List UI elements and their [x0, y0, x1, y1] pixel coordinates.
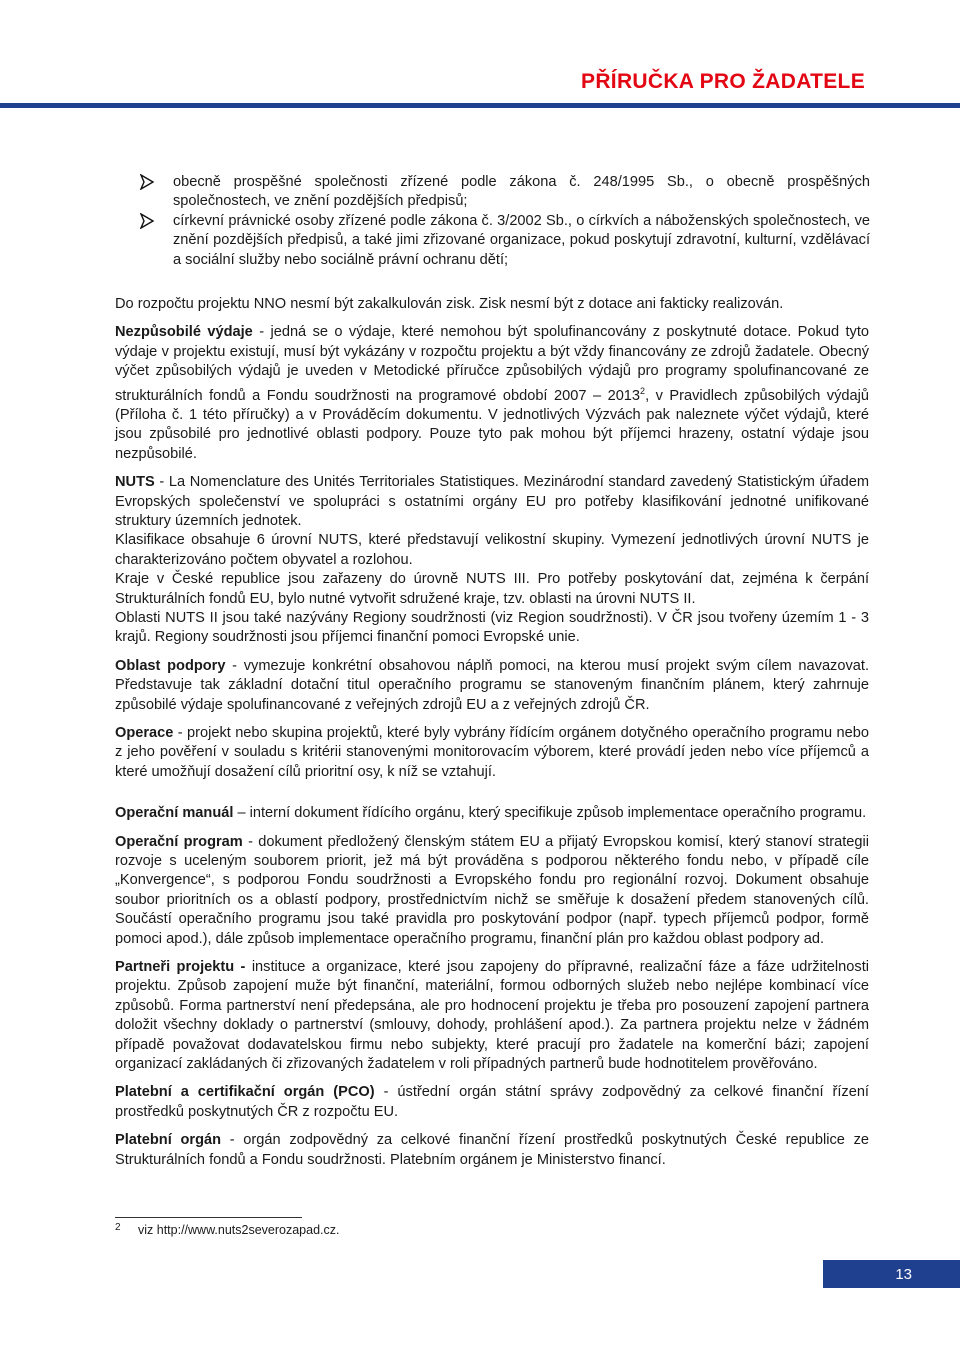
definition-pco — [115, 1083, 869, 1122]
page-number: 13 — [895, 1265, 912, 1283]
main-content — [115, 295, 869, 1179]
term: Platební orgán — [115, 1132, 222, 1149]
list-item-text: církevní právnické osoby zřízené podle zákona č. 3/2002 Sb., o církvích a náboženských společnostech, ve znění pozdějších předpisů, a také jimi zřizované organizace, pokud poskytují zdravotní, kulturní, vzdělávací a sociální služby nebo sociálně právní ochranu dětí; — [173, 212, 870, 268]
arrow-bullet-icon — [140, 213, 154, 229]
term: Oblast podpory — [115, 657, 226, 674]
term: Partneři projektu - — [115, 959, 246, 976]
page-header-title: PŘÍRUČKA PRO ŽADATELE — [581, 70, 865, 93]
definition-text: - La Nomenclature des Unités Territoriales Statistiques. Mezinárodní standard zavedený Statistickým úřadem Evropských společenství ve spolupráci s ostatními orgány EU pro potřeby klasifikování jednotné unifikované struktury územních jednotek. — [115, 474, 869, 529]
definition-partneri-projektu — [115, 958, 869, 1074]
paragraph-nuts-3: Kraje v České republice jsou zařazeny do úrovně NUTS III. Pro potřeby poskytování dat, zejména k čerpání Strukturálních fondů EU, bylo nutné vytvořit sdružené kraje, tzv. oblasti na úrovni NUTS II. — [115, 571, 869, 607]
definition-text: instituce a organizace, které jsou zapojeny do přípravné, realizační fáze a fáze udržitelnosti projektu. Způsob zapojení muže být finanční, materiální, formou odborných služeb nebo nejlépe kombinací více způsobů. Forma partnerství není předepsána, ale pro hodnocení projektu je třeba pro posouzení zapojení partnera doložit všechny doklady o partnerství (smlouvy, dohody, prohlášení apod.). Za partnera projektu nelze v žádném případě považovat dodavatelskou firmu nebo subjekty, které pracují pro žadatele na komerční bázi; zapojení organizací zakládaných či zřizovaných žadatelem v roli případných partnerů bude hodnotitelem prověřováno. — [115, 959, 869, 1073]
paragraph-nno: Do rozpočtu projektu NNO nesmí být zakalkulován zisk. Zisk nesmí být z dotace ani fakticky realizován. — [115, 296, 784, 312]
definition-nezpusobile-vydaje — [115, 323, 869, 464]
list-item — [140, 212, 870, 270]
term: Nezpůsobilé výdaje — [115, 324, 253, 341]
definition-platebni-organ — [115, 1131, 869, 1170]
list-item — [140, 173, 870, 212]
definition-text: - projekt nebo skupina projektů, které byly vybrány řídícím orgánem dotyčného operačního programu nebo z jeho pověření v souladu s kritérii stanovenými monitorovacím výborem, které provádí jeden nebo více příjemců a které umožňují dosažení cílů prioritní osy, k níž se vztahují. — [115, 724, 869, 780]
term: Operační program — [115, 833, 243, 850]
term: Operační manuál — [115, 805, 234, 822]
term: Operace — [115, 724, 174, 741]
footnote — [115, 1222, 869, 1238]
term: Platební a certifikační orgán (PCO) — [115, 1084, 375, 1101]
term: NUTS — [115, 474, 155, 491]
definition-operacni-program — [115, 833, 869, 949]
definition-text: – interní dokument řídícího orgánu, který specifikuje způsob implementace operačního programu. — [233, 805, 867, 822]
paragraph-nuts-4: Oblasti NUTS II jsou také nazývány Regiony soudržnosti (viz Region soudržnosti). V ČR jsou tvořeny územím 1 - 3 krajů. Regiony soudržnosti jsou příjemci finanční pomoci Evropské unie. — [115, 609, 869, 646]
arrow-bullet-icon — [140, 174, 154, 190]
page-number-box — [823, 1260, 960, 1288]
footnote-reference: 2 — [640, 385, 646, 396]
definition-nuts — [115, 473, 869, 531]
header-rule — [0, 103, 960, 108]
footnote-text: viz http://www.nuts2severozapad.cz. — [138, 1223, 340, 1237]
definition-text: - ústřední orgán státní správy zodpovědný za celkové finanční řízení prostředků poskytnutých ČR z rozpočtu EU. — [115, 1084, 869, 1120]
bullet-list — [140, 173, 870, 270]
definition-text: - vymezuje konkrétní obsahovou náplň pomoci, na kterou musí projekt svým cílem navazovat. Představuje tak základní dotační titul operačního programu se stanoveným finančním plánem, který zahrnuje způsobilé výdaje spolufinancované z veřejných zdrojů EU a z veřejných zdrojů ČR. — [115, 657, 869, 713]
list-item-text: obecně prospěšné společnosti zřízené podle zákona č. 248/1995 Sb., o obecně prospěšných společnostech, ve znění pozdějších předpisů; — [173, 174, 870, 210]
definition-text: - jedná se o výdaje, které nemohou být spolufinancovány z poskytnuté dotace. Pokud tyto výdaje v projektu existují, musí být vykázány v rozpočtu projektu a být vždy financovány ze zdrojů žadatele. Obecný výčet způsobilých výdajů je uveden v Metodické příručce způsobilých výdajů pro programy spolufinancované ze strukturálních fondů a Fondu soudržnosti na programové období 2007 – 2013 — [115, 324, 869, 404]
definition-operacni-manual — [115, 804, 869, 823]
footnote-rule — [115, 1217, 302, 1218]
definition-operace — [115, 724, 869, 782]
footnote-mark: 2 — [115, 1222, 121, 1233]
definition-text: - orgán zodpovědný za celkové finanční řízení prostředků poskytnutých České republice ze Strukturálních fondů a Fondu soudržnosti. Platebním orgánem je Ministerstvo financí. — [115, 1132, 869, 1168]
definition-text: - dokument předložený členským státem EU a přijatý Evropskou komisí, který stanoví strategii rozvoje s uceleným souborem priorit, jež má být prováděna s podporou některého fondu nebo, v případě cíle „Konvergence“, s podporou Fondu soudržnosti a Evropského fondu pro regionální rozvoj. Dokument obsahuje soubor prioritních os a oblastí podpory, prostřednictvím nichž se směřuje k dosažení předem stanovených cílů. Součástí operačního programu jsou také pravidla pro poskytování podpor (např. typech příjemců podpor, formě pomoci apod.), dále způsob implementace operačního programu, finanční plán pro každou oblast podpory ad. — [115, 833, 870, 947]
paragraph-nuts-2: Klasifikace obsahuje 6 úrovní NUTS, které představují velikostní skupiny. Vymezení jednotlivých úrovní NUTS je charakterizováno počtem obyvatel a rozlohou. — [115, 532, 869, 568]
definition-text: , v Pravidlech způsobilých výdajů (Příloha č. 1 této příručky) a v Prováděcím dokumentu. V jednotlivých Výzvách pak naleznete výčet výdajů, které jsou způsobilé pro jednotlivé oblasti podpory. Pouze tyto pak mohou být příjemci hrazeny, ostatní výdaje jsou nezpůsobilé. — [115, 387, 869, 462]
definition-oblast-podpory — [115, 657, 869, 715]
footnote-area — [115, 1217, 869, 1238]
